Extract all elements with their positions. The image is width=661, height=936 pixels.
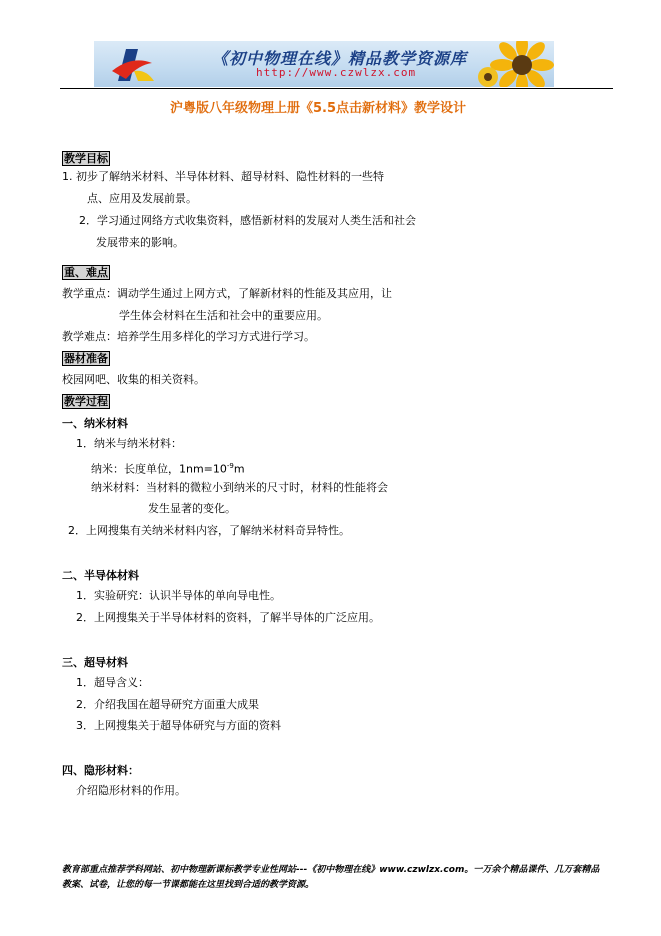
teaching-focus-line1: 教学重点：调动学生通过上网方式，了解新材料的性能及其应用，让 <box>62 287 392 300</box>
semiconductor-item-2: 2．上网搜集关于半导体材料的资料，了解半导体的广泛应用。 <box>76 611 380 624</box>
section-label-process: 教学过程 <box>64 395 108 408</box>
nano-item-1: 1．纳米与纳米材料： <box>76 437 182 450</box>
equipment-text: 校园网吧、收集的相关资料。 <box>62 373 205 386</box>
footer-text: 教育部重点推荐学科网站、初中物理新课标教学专业性网站---《初中物理在线》www.czwlzx.com。一万余个精品课件、几万套精品教案、试卷，让您的每一节课都能在这里找到合适的教学资源。 <box>62 865 600 890</box>
superconductor-item-3: 3．上网搜集关于超导体研究与方面的资料 <box>76 719 281 732</box>
objective-2-line2: 发展带来的影响。 <box>96 236 184 249</box>
objective-1-line2: 点、应用及发展前景。 <box>87 192 197 205</box>
header-rule <box>60 88 613 89</box>
site-logo <box>108 41 156 87</box>
objective-1-line1: 1. 初步了解纳米材料、半导体材料、超导材料、隐性材料的一些特 <box>62 170 384 183</box>
superconductor-item-1: 1．超导含义： <box>76 676 149 689</box>
heading-semiconductor: 二、半导体材料 <box>62 569 139 582</box>
heading-superconductor: 三、超导材料 <box>62 656 128 669</box>
stealth-text: 介绍隐形材料的作用。 <box>76 784 186 797</box>
teaching-difficulty: 教学难点：培养学生用多样化的学习方式进行学习。 <box>62 330 315 343</box>
heading-stealth: 四、隐形材料： <box>62 764 139 777</box>
header-banner <box>94 41 554 87</box>
section-label-key-points: 重、难点 <box>64 266 108 279</box>
sunflower-image <box>474 41 554 87</box>
nano-material-line2: 发生显著的变化。 <box>148 502 236 515</box>
section-label-equipment: 器材准备 <box>64 352 108 365</box>
heading-nano: 一、纳米材料 <box>62 417 128 430</box>
nano-item-2: 2．上网搜集有关纳米材料内容，了解纳米材料奇异特性。 <box>68 524 350 537</box>
superconductor-item-2: 2．介绍我国在超导研究方面重大成果 <box>76 698 259 711</box>
teaching-focus-line2: 学生体会材料在生活和社会中的重要应用。 <box>119 309 328 322</box>
section-label-objectives: 教学目标 <box>64 152 108 165</box>
semiconductor-item-1: 1．实验研究：认识半导体的单向导电性。 <box>76 589 281 602</box>
banner-title: 《初中物理在线》精品教学资源库 <box>212 49 468 68</box>
objective-2-line1: 2．学习通过网络方式收集资料，感悟新材料的发展对人类生活和社会 <box>79 214 416 227</box>
banner-url: http://www.czwlzx.com <box>256 66 417 79</box>
nano-definition: 纳米：长度单位，$1nm=10^{-9}m$ <box>91 462 245 476</box>
document-title: 沪粤版八年级物理上册《5.5点击新材料》教学设计 <box>170 101 467 116</box>
nano-material-line1: 纳米材料：当材料的微粒小到纳米的尺寸时，材料的性能将会 <box>91 481 388 494</box>
